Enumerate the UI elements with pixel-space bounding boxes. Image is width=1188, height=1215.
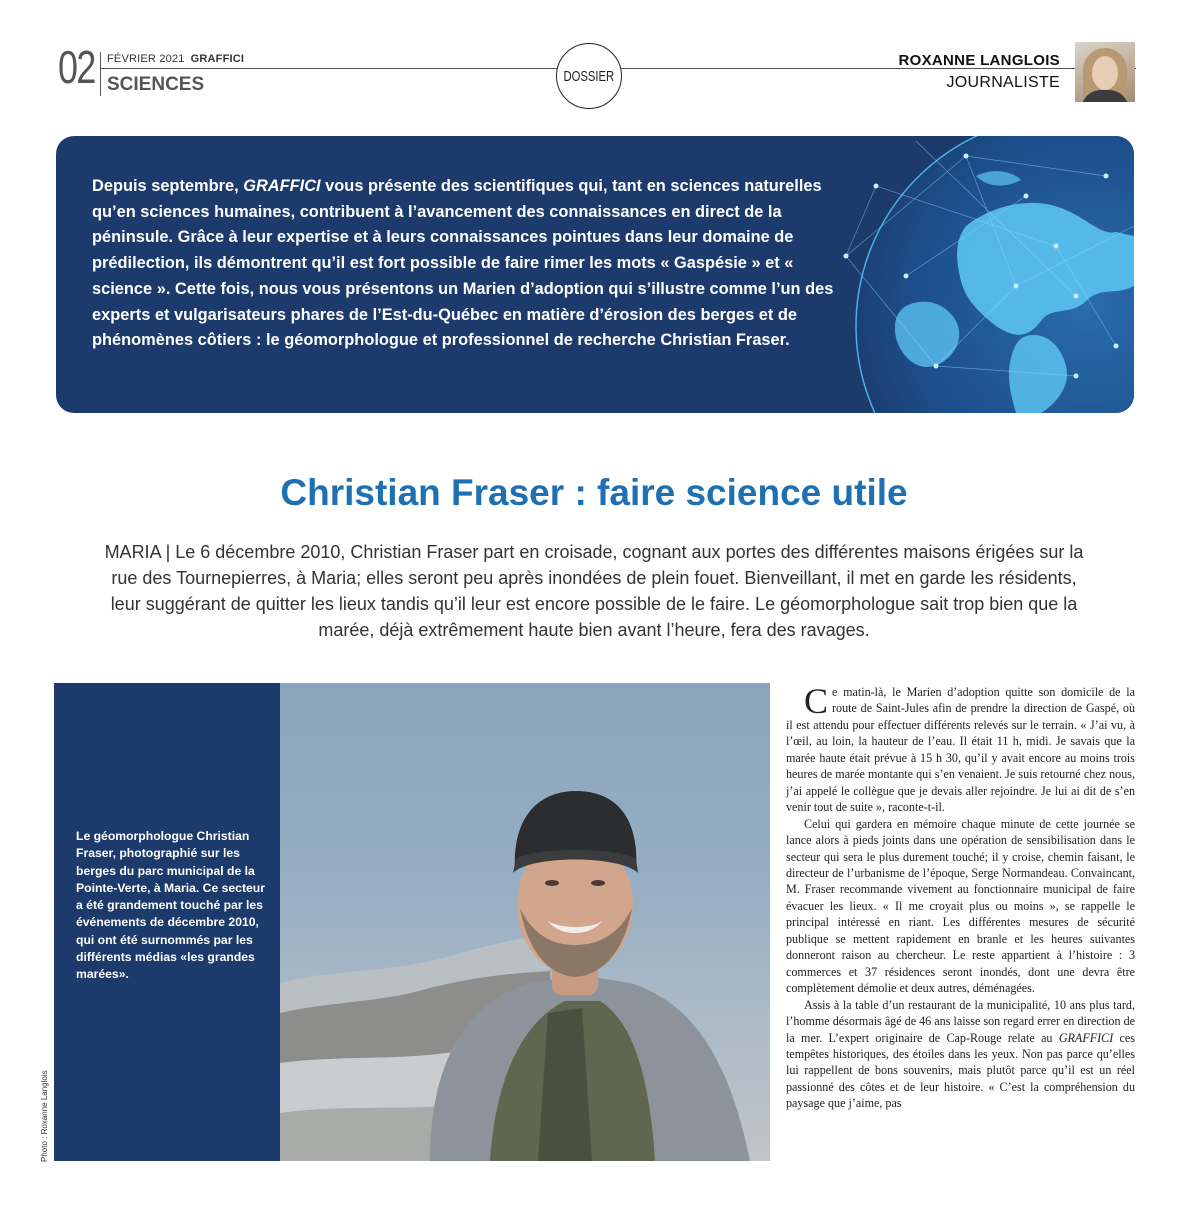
intro-paragraph: Depuis septembre, GRAFFICI vous présente des scientifiques qui, tant en sciences naturelles qu’en sciences humaines, contribuent à l’avancement des connaissances en direct de la péninsule. Grâce à leur expertise et à leurs connaissances pointues dans leur domaine de prédilection, ils démontrent qu’il est fort possible de faire rimer les mots « Gaspésie » et « science ». Cette fois, nous vous présentons un Marien d’adoption qui s’illustre comme l’un des experts et vulgarisateurs phares de l’Est-du-Québec en matière d’érosion des berges et de phénomènes côtiers : le géomorphologue et professionnel de recherche Christian Fraser.: [92, 177, 834, 350]
photo-block: [54, 683, 770, 1161]
intro-publication-italic: GRAFFICI: [243, 177, 321, 195]
section-label: SCIENCES: [107, 74, 205, 95]
dossier-badge-label: DOSSIER: [563, 67, 615, 85]
body-publication-italic: GRAFFICI: [1058, 1030, 1114, 1045]
photo-credit: Photo : Roxanne Langlois: [40, 1070, 49, 1162]
body-paragraph-2: Celui qui gardera en mémoire chaque minute de cette journée se lance alors à pieds joints dans une opération de sensibilisation dans le secteur qui sera le plus durement touché; il y croise, chemin faisant, le directeur de l’urbanisme de l’époque, Serge Normandeau. Convaincant, M. Fraser recommande vivement au fonctionnaire municipal de faire évacuer les lieux. « Il me croyait plus ou moins », se rappelle le principal intéressé en riant. Les différentes mesures de sécurité publique se mettent rapidement en branle et les heures suivantes donneront raison au chercheur. Le reste appartient à l’histoire : 3 commerces et 37 résidences seront inondés, dont une devra être complètement démolie et deux autres, déménagées.: [786, 816, 1135, 996]
author-photo: [1075, 42, 1135, 102]
drop-cap: C: [804, 681, 829, 721]
author-byline: [899, 52, 1060, 92]
photo-caption: Le géomorphologue Christian Fraser, photographié sur les berges du parc municipal de la Pointe-Verte, à Maria. Ce secteur a été grandement touché par les événements de décembre 2010, qui ont été surnommés par les différents médias «les grandes marées».: [76, 829, 265, 982]
dossier-badge: [556, 43, 622, 109]
portrait-photo: [280, 683, 770, 1161]
body-paragraph-1: Ce matin-là, le Marien d’adoption quitte son domicile de la route de Saint-Jules afin de prendre la direction de Gaspé, où il est attendu pour effectuer différents relevés sur le terrain. « J’ai vu, à l’œil, au loin, la hauteur de l’eau. Il était 11 h, midi. Je savais que la marée haute était prévue à 15 h 30, qu’il y avait encore au moins trois heures de marée montante qui s’en venaient. Je suis retourné chez nous, j’ai appelé le collègue que je devais aller rejoindre. Je lui ai dit de s’en venir tout de suite », raconte-t-il.: [786, 681, 1135, 815]
issue-date: FÉVRIER 2021: [107, 53, 185, 65]
caption-panel: [54, 683, 280, 1161]
body-paragraph-3: Assis à la table d’un restaurant de la municipalité, 10 ans plus tard, l’homme désormais âgé de 46 ans laisse son regard errer en direction de la mer. L’expert originaire de Cap-Rouge relate au GRAFFICI ces tempêtes historiques, des étoiles dans les yeux. Non pas parce qu’elles lui rappellent de bons souvenirs, mais plutôt parce qu’il est un réel passionné des côtes et de leur histoire. « C’est la compréhension du paysage que j’aime, pas: [786, 997, 1135, 1111]
intro-box: [56, 136, 1134, 413]
issue-line: [107, 53, 244, 65]
author-role: JOURNALISTE: [946, 74, 1060, 91]
photo-credit-wrap: [40, 1070, 132, 1171]
publication-name: GRAFFICI: [190, 53, 245, 65]
article-lede: MARIA | Le 6 décembre 2010, Christian Fraser part en croisade, cognant aux portes des différentes maisons érigées sur la rue des Tournepierres, à Maria; elles seront peu après inondées de plein fouet. Bienveillant, il met en garde les résidents, leur suggérant de quitter les lieux tandis qu’il leur est encore possible de le faire. Le géomorphologue sait trop bien que la marée, déjà extrêmement haute bien avant l’heure, fera des ravages.: [104, 542, 1084, 640]
article-body: [786, 681, 1135, 1112]
author-name: ROXANNE LANGLOIS: [898, 52, 1060, 69]
article-title: Christian Fraser : faire science utile: [280, 472, 908, 513]
page-number: 02: [58, 41, 95, 93]
header-divider: [100, 52, 101, 96]
globe-network-illustration: [816, 136, 1134, 413]
portrait-illustration: [280, 683, 770, 1161]
